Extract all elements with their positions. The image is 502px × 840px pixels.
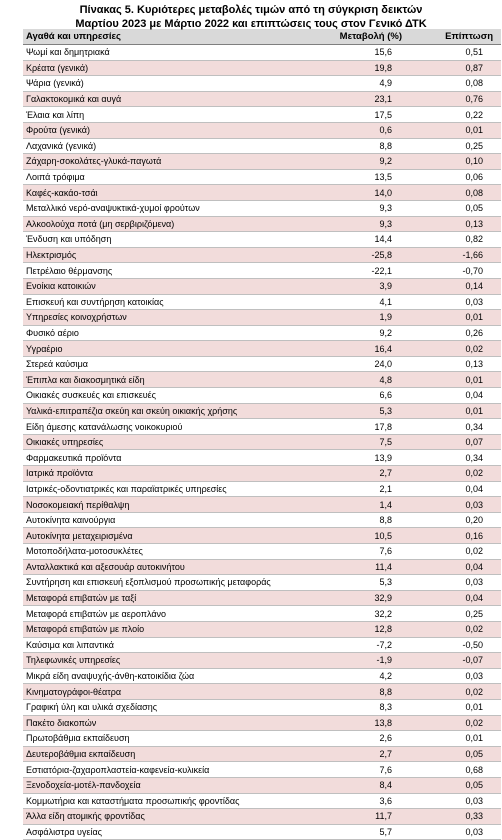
table-row bbox=[23, 91, 501, 107]
row-impact: 0,07 bbox=[410, 434, 501, 450]
row-impact: 0,82 bbox=[410, 232, 501, 248]
row-name: Λοιπά τρόφιμα bbox=[23, 169, 295, 185]
row-name: Μεταφορά επιβατών με ταξί bbox=[23, 590, 295, 606]
row-change: 2,7 bbox=[295, 466, 410, 482]
row-name: Επισκευή και συντήρηση κατοικίας bbox=[23, 294, 295, 310]
row-impact: 0,04 bbox=[410, 559, 501, 575]
row-change: 13,9 bbox=[295, 450, 410, 466]
row-name: Λαχανικά (γενικά) bbox=[23, 138, 295, 154]
row-change: 8,4 bbox=[295, 777, 410, 793]
table-header-row bbox=[23, 29, 501, 45]
row-change: 7,5 bbox=[295, 434, 410, 450]
row-name: Υπηρεσίες κοινοχρήστων bbox=[23, 310, 295, 326]
table-row bbox=[23, 809, 501, 825]
row-change: 11,7 bbox=[295, 809, 410, 825]
row-name: Υαλικά-επιτραπέζια σκεύη και σκεύη οικιακής χρήσης bbox=[23, 403, 295, 419]
table-row bbox=[23, 637, 501, 653]
row-impact: 0,06 bbox=[410, 169, 501, 185]
row-name: Πρωτοβάθμια εκπαίδευση bbox=[23, 731, 295, 747]
table-row bbox=[23, 824, 501, 840]
row-change: -22,1 bbox=[295, 263, 410, 279]
row-impact: -1,66 bbox=[410, 247, 501, 263]
table-row bbox=[23, 746, 501, 762]
table-row bbox=[23, 762, 501, 778]
row-change: 13,8 bbox=[295, 715, 410, 731]
row-impact: 0,05 bbox=[410, 746, 501, 762]
row-impact: 0,04 bbox=[410, 388, 501, 404]
table-row bbox=[23, 512, 501, 528]
row-change: 15,6 bbox=[295, 45, 410, 61]
row-change: 5,7 bbox=[295, 824, 410, 840]
row-name: Νοσοκομειακή περίθαλψη bbox=[23, 497, 295, 513]
table-row bbox=[23, 216, 501, 232]
row-change: 5,3 bbox=[295, 403, 410, 419]
row-change: 13,5 bbox=[295, 169, 410, 185]
row-change: 4,2 bbox=[295, 668, 410, 684]
row-change: 2,7 bbox=[295, 746, 410, 762]
row-name: Κινηματογράφοι-θέατρα bbox=[23, 684, 295, 700]
table-row bbox=[23, 699, 501, 715]
table-row bbox=[23, 263, 501, 279]
row-name: Μεταφορά επιβατών με πλοίο bbox=[23, 621, 295, 637]
table-row bbox=[23, 653, 501, 669]
row-impact: 0,13 bbox=[410, 216, 501, 232]
row-impact: 0,01 bbox=[410, 372, 501, 388]
row-impact: 0,03 bbox=[410, 294, 501, 310]
table-row bbox=[23, 169, 501, 185]
row-name: Μεταφορά επιβατών με αεροπλάνο bbox=[23, 606, 295, 622]
row-change: 3,6 bbox=[295, 793, 410, 809]
row-impact: 0,02 bbox=[410, 544, 501, 560]
row-name: Υγραέριο bbox=[23, 341, 295, 357]
table-row bbox=[23, 76, 501, 92]
row-change: 9,3 bbox=[295, 200, 410, 216]
row-impact: 0,25 bbox=[410, 606, 501, 622]
row-change: 14,0 bbox=[295, 185, 410, 201]
row-name: Τηλεφωνικές υπηρεσίες bbox=[23, 653, 295, 669]
row-change: 1,9 bbox=[295, 310, 410, 326]
title-line-2: Μαρτίου 2023 με Μάρτιο 2022 και επιπτώσεις τους στον Γενικό ΔΤΚ bbox=[75, 18, 427, 30]
table-row bbox=[23, 559, 501, 575]
row-name: Κρέατα (γενικά) bbox=[23, 60, 295, 76]
table-row bbox=[23, 544, 501, 560]
row-change: 8,8 bbox=[295, 684, 410, 700]
row-impact: 0,03 bbox=[410, 793, 501, 809]
row-impact: 0,16 bbox=[410, 528, 501, 544]
table-row bbox=[23, 341, 501, 357]
row-impact: 0,08 bbox=[410, 185, 501, 201]
table-row bbox=[23, 294, 501, 310]
row-name: Έλαια και λίπη bbox=[23, 107, 295, 123]
table-row bbox=[23, 60, 501, 76]
table-row bbox=[23, 310, 501, 326]
row-impact: 0,34 bbox=[410, 450, 501, 466]
table-row bbox=[23, 154, 501, 170]
row-name: Οικιακές συσκευές και επισκευές bbox=[23, 388, 295, 404]
row-name: Ανταλλακτικά και αξεσουάρ αυτοκινήτου bbox=[23, 559, 295, 575]
table-row bbox=[23, 200, 501, 216]
row-change: 9,2 bbox=[295, 325, 410, 341]
row-impact: -0,50 bbox=[410, 637, 501, 653]
row-impact: 0,51 bbox=[410, 45, 501, 61]
row-name: Ζάχαρη-σοκολάτες-γλυκά-παγωτά bbox=[23, 154, 295, 170]
row-name: Φαρμακευτικά προϊόντα bbox=[23, 450, 295, 466]
row-impact: 0,01 bbox=[410, 310, 501, 326]
row-impact: 0,02 bbox=[410, 621, 501, 637]
header-item: Αγαθά και υπηρεσίες bbox=[23, 29, 295, 45]
table-row bbox=[23, 606, 501, 622]
row-change: 12,8 bbox=[295, 621, 410, 637]
row-name: Γαλακτοκομικά και αυγά bbox=[23, 91, 295, 107]
table-row bbox=[23, 247, 501, 263]
row-impact: 0,05 bbox=[410, 777, 501, 793]
row-name: Ιατρικές-οδοντιατρικές και παραϊατρικές υπηρεσίες bbox=[23, 481, 295, 497]
table-row bbox=[23, 232, 501, 248]
table-row bbox=[23, 715, 501, 731]
row-change: 6,6 bbox=[295, 388, 410, 404]
table-row bbox=[23, 434, 501, 450]
row-change: 17,5 bbox=[295, 107, 410, 123]
row-impact: 0,76 bbox=[410, 91, 501, 107]
row-impact: 0,03 bbox=[410, 824, 501, 840]
row-name: Φυσικό αέριο bbox=[23, 325, 295, 341]
row-name: Είδη άμεσης κατανάλωσης νοικοκυριού bbox=[23, 419, 295, 435]
table-row bbox=[23, 325, 501, 341]
row-impact: 0,03 bbox=[410, 497, 501, 513]
table-row bbox=[23, 185, 501, 201]
row-impact: 0,02 bbox=[410, 341, 501, 357]
row-change: 9,3 bbox=[295, 216, 410, 232]
row-name: Ασφάλιστρα υγείας bbox=[23, 824, 295, 840]
table-row bbox=[23, 621, 501, 637]
table-row bbox=[23, 497, 501, 513]
row-impact: 0,02 bbox=[410, 715, 501, 731]
row-name: Ένδυση και υπόδηση bbox=[23, 232, 295, 248]
row-name: Ηλεκτρισμός bbox=[23, 247, 295, 263]
row-impact: 0,01 bbox=[410, 122, 501, 138]
row-change: 3,9 bbox=[295, 278, 410, 294]
row-change: 7,6 bbox=[295, 762, 410, 778]
table-row bbox=[23, 590, 501, 606]
row-name: Ενοίκια κατοικιών bbox=[23, 278, 295, 294]
row-name: Αυτοκίνητα καινούργια bbox=[23, 512, 295, 528]
header-change: Μεταβολή (%) bbox=[295, 29, 410, 45]
table-row bbox=[23, 356, 501, 372]
row-change: 1,4 bbox=[295, 497, 410, 513]
table-row bbox=[23, 668, 501, 684]
row-name: Ιατρικά προϊόντα bbox=[23, 466, 295, 482]
row-impact: 0,01 bbox=[410, 699, 501, 715]
row-impact: 0,04 bbox=[410, 481, 501, 497]
table-title bbox=[0, 0, 502, 29]
row-change: 16,4 bbox=[295, 341, 410, 357]
table-row bbox=[23, 481, 501, 497]
row-name: Πετρέλαιο θέρμανσης bbox=[23, 263, 295, 279]
row-change: 23,1 bbox=[295, 91, 410, 107]
price-changes-table bbox=[23, 29, 501, 840]
row-name: Γραφική ύλη και υλικά σχεδίασης bbox=[23, 699, 295, 715]
row-name: Μεταλλικό νερό-αναψυκτικά-χυμοί φρούτων bbox=[23, 200, 295, 216]
row-impact: 0,01 bbox=[410, 403, 501, 419]
row-change: 17,8 bbox=[295, 419, 410, 435]
row-name: Ψωμί και δημητριακά bbox=[23, 45, 295, 61]
row-name: Συντήρηση και επισκευή εξοπλισμού προσωπικής μεταφοράς bbox=[23, 575, 295, 591]
row-name: Άλλα είδη ατομικής φροντίδας bbox=[23, 809, 295, 825]
row-impact: 0,20 bbox=[410, 512, 501, 528]
row-name: Καφές-κακάο-τσάι bbox=[23, 185, 295, 201]
row-change: 11,4 bbox=[295, 559, 410, 575]
row-change: 24,0 bbox=[295, 356, 410, 372]
row-impact: 0,04 bbox=[410, 590, 501, 606]
table-row bbox=[23, 107, 501, 123]
table-row bbox=[23, 372, 501, 388]
row-name: Δευτεροβάθμια εκπαίδευση bbox=[23, 746, 295, 762]
row-impact: 0,02 bbox=[410, 684, 501, 700]
table-row bbox=[23, 138, 501, 154]
row-change: 32,9 bbox=[295, 590, 410, 606]
row-change: 10,5 bbox=[295, 528, 410, 544]
row-change: 32,2 bbox=[295, 606, 410, 622]
row-impact: 0,03 bbox=[410, 575, 501, 591]
row-name: Καύσιμα και λιπαντικά bbox=[23, 637, 295, 653]
row-impact: 0,03 bbox=[410, 668, 501, 684]
row-name: Αυτοκίνητα μεταχειρισμένα bbox=[23, 528, 295, 544]
row-impact: 0,33 bbox=[410, 809, 501, 825]
row-impact: 0,68 bbox=[410, 762, 501, 778]
row-name: Οικιακές υπηρεσίες bbox=[23, 434, 295, 450]
row-change: -25,8 bbox=[295, 247, 410, 263]
table-row bbox=[23, 777, 501, 793]
row-name: Φρούτα (γενικά) bbox=[23, 122, 295, 138]
row-change: 19,8 bbox=[295, 60, 410, 76]
row-name: Πακέτο διακοπών bbox=[23, 715, 295, 731]
row-name: Εστιατόρια-ζαχαροπλαστεία-καφενεία-κυλικεία bbox=[23, 762, 295, 778]
row-impact: 0,08 bbox=[410, 76, 501, 92]
title-line-1: Πίνακας 5. Κυριότερες μεταβολές τιμών από τη σύγκριση δεικτών bbox=[79, 4, 423, 16]
row-change: 2,6 bbox=[295, 731, 410, 747]
row-name: Μικρά είδη αναψυχής-άνθη-κατοικίδια ζώα bbox=[23, 668, 295, 684]
row-name: Ψάρια (γενικά) bbox=[23, 76, 295, 92]
row-change: 8,8 bbox=[295, 138, 410, 154]
row-change: 2,1 bbox=[295, 481, 410, 497]
row-change: 9,2 bbox=[295, 154, 410, 170]
table-row bbox=[23, 731, 501, 747]
row-change: 7,6 bbox=[295, 544, 410, 560]
row-impact: 0,25 bbox=[410, 138, 501, 154]
row-change: -1,9 bbox=[295, 653, 410, 669]
table-row bbox=[23, 419, 501, 435]
row-impact: -0,70 bbox=[410, 263, 501, 279]
table-row bbox=[23, 684, 501, 700]
row-change: -7,2 bbox=[295, 637, 410, 653]
row-impact: 0,05 bbox=[410, 200, 501, 216]
row-impact: -0,07 bbox=[410, 653, 501, 669]
row-change: 5,3 bbox=[295, 575, 410, 591]
table-row bbox=[23, 122, 501, 138]
row-change: 0,6 bbox=[295, 122, 410, 138]
row-name: Ξενοδοχεία-μοτέλ-πανδοχεία bbox=[23, 777, 295, 793]
row-change: 8,3 bbox=[295, 699, 410, 715]
table-row bbox=[23, 466, 501, 482]
row-name: Μοτοποδήλατα-μοτοσυκλέτες bbox=[23, 544, 295, 560]
row-change: 4,8 bbox=[295, 372, 410, 388]
row-change: 8,8 bbox=[295, 512, 410, 528]
row-impact: 0,26 bbox=[410, 325, 501, 341]
row-impact: 0,13 bbox=[410, 356, 501, 372]
row-impact: 0,22 bbox=[410, 107, 501, 123]
row-impact: 0,02 bbox=[410, 466, 501, 482]
row-name: Στερεά καύσιμα bbox=[23, 356, 295, 372]
row-name: Αλκοολούχα ποτά (μη σερβιριζόμενα) bbox=[23, 216, 295, 232]
row-name: Κομμωτήρια και καταστήματα προσωπικής φροντίδας bbox=[23, 793, 295, 809]
table-row bbox=[23, 388, 501, 404]
row-impact: 0,14 bbox=[410, 278, 501, 294]
table-row bbox=[23, 793, 501, 809]
header-impact: Επίπτωση bbox=[410, 29, 501, 45]
table-row bbox=[23, 45, 501, 61]
row-change: 4,1 bbox=[295, 294, 410, 310]
table-body bbox=[23, 45, 501, 840]
table-row bbox=[23, 403, 501, 419]
table-row bbox=[23, 528, 501, 544]
row-change: 4,9 bbox=[295, 76, 410, 92]
row-change: 14,4 bbox=[295, 232, 410, 248]
row-impact: 0,87 bbox=[410, 60, 501, 76]
row-impact: 0,10 bbox=[410, 154, 501, 170]
row-impact: 0,34 bbox=[410, 419, 501, 435]
row-impact: 0,01 bbox=[410, 731, 501, 747]
table-row bbox=[23, 575, 501, 591]
row-name: Έπιπλα και διακοσμητικά είδη bbox=[23, 372, 295, 388]
table-row bbox=[23, 278, 501, 294]
table-row bbox=[23, 450, 501, 466]
